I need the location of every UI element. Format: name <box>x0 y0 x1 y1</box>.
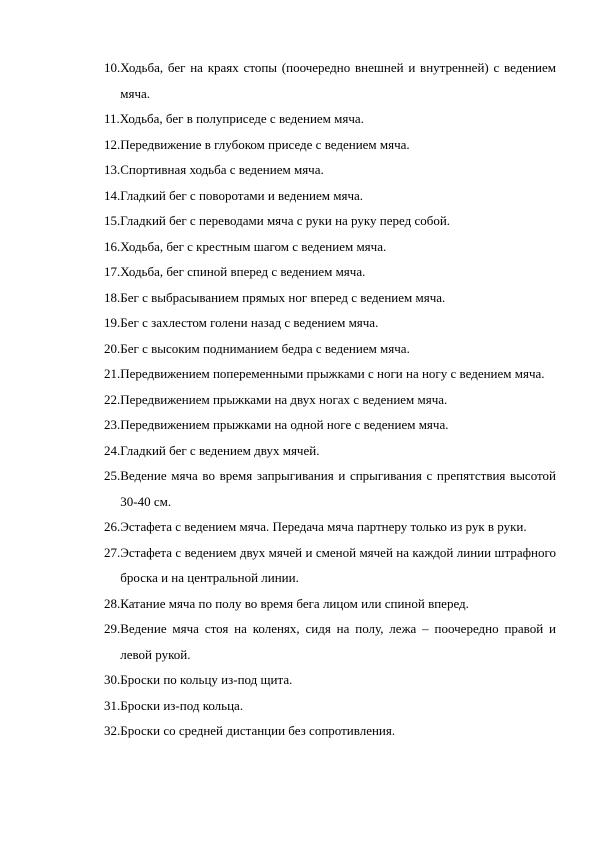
list-item <box>104 667 556 693</box>
item-number: 28. <box>104 595 121 611</box>
list-item <box>104 55 556 106</box>
item-text: Эстафета с ведением мяча. Передача мяча партнеру только из рук в руки. <box>120 519 527 534</box>
item-number: 21. <box>104 366 121 381</box>
list-item <box>104 412 556 438</box>
list-item <box>104 106 556 132</box>
list-item <box>104 208 556 234</box>
list-item <box>104 616 556 667</box>
item-text: Передвижением прыжками на двух ногах с ведением мяча. <box>120 391 448 407</box>
list-item <box>104 540 556 591</box>
item-text: Передвижением прыжками на одной ноге с ведением мяча. <box>120 417 449 432</box>
list-item <box>104 693 556 719</box>
item-text: Передвижение в глубоком приседе с ведением мяча. <box>120 136 410 152</box>
list-item <box>104 285 556 311</box>
item-number: 24. <box>104 442 121 458</box>
item-text: Бег с высоким подниманием бедра с ведением мяча. <box>120 340 410 356</box>
list-item <box>104 591 556 617</box>
item-number: 32. <box>104 723 121 738</box>
item-number: 22. <box>104 391 121 407</box>
list-item <box>104 234 556 260</box>
list-item <box>104 514 556 540</box>
item-text: Ходьба, бег с крестным шагом с ведением мяча. <box>120 238 387 254</box>
item-text: Катание мяча по полу во время бега лицом или спиной вперед. <box>120 595 469 611</box>
list-item <box>104 157 556 183</box>
list-item <box>104 463 556 514</box>
item-number: 15. <box>104 213 121 228</box>
item-number: 30. <box>104 672 121 687</box>
item-text: Эстафета с ведением двух мячей и сменой мячей на каждой линии штрафного броска и на центральной линии. <box>120 544 556 585</box>
item-number: 25. <box>104 468 121 483</box>
list-item <box>104 718 556 744</box>
item-number: 11. <box>104 111 120 126</box>
item-text: Броски по кольцу из-под щита. <box>120 672 293 687</box>
item-text: Ходьба, бег в полуприседе с ведением мяча. <box>119 111 364 126</box>
item-text: Передвижением попеременными прыжками с ноги на ногу с ведением мяча. <box>120 366 545 381</box>
item-number: 17. <box>104 264 121 279</box>
item-text: Гладкий бег с переводами мяча с руки на руку перед собой. <box>120 213 451 228</box>
list-item <box>104 387 556 413</box>
item-number: 29. <box>104 621 121 636</box>
item-text: Гладкий бег с поворотами и ведением мяча. <box>120 187 364 203</box>
list-item <box>104 438 556 464</box>
list-item <box>104 310 556 336</box>
item-number: 10. <box>104 60 121 75</box>
item-number: 16. <box>104 238 121 254</box>
item-number: 26. <box>104 519 121 534</box>
exercise-list <box>104 55 556 744</box>
item-number: 14. <box>104 187 121 203</box>
item-number: 13. <box>104 162 121 177</box>
item-text: Броски из-под кольца. <box>120 697 244 713</box>
item-text: Ведение мяча во время запрыгивания и спрыгивания с препятствия высотой 30-40 см. <box>120 468 556 509</box>
list-item <box>104 132 556 158</box>
item-number: 18. <box>104 289 121 305</box>
item-text: Ходьба, бег спиной вперед с ведением мяча. <box>120 264 366 279</box>
list-item <box>104 183 556 209</box>
item-number: 23. <box>104 417 121 432</box>
item-text: Броски со средней дистанции без сопротивления. <box>120 723 396 738</box>
item-number: 12. <box>104 136 121 152</box>
list-item <box>104 361 556 387</box>
item-text: Бег с захлестом голени назад с ведением мяча. <box>120 315 379 330</box>
item-number: 19. <box>104 315 121 330</box>
list-item <box>104 336 556 362</box>
item-number: 20. <box>104 340 121 356</box>
item-text: Гладкий бег с ведением двух мячей. <box>120 442 320 458</box>
item-text: Ходьба, бег на краях стопы (поочередно внешней и внутренней) с ведением мяча. <box>120 60 556 101</box>
list-item <box>104 259 556 285</box>
item-number: 27. <box>104 544 121 560</box>
item-text: Ведение мяча стоя на коленях, сидя на полу, лежа – поочередно правой и левой рукой. <box>120 621 556 662</box>
item-number: 31. <box>104 697 121 713</box>
item-text: Бег с выбрасыванием прямых ног вперед с ведением мяча. <box>120 289 446 305</box>
item-text: Спортивная ходьба с ведением мяча. <box>120 162 324 177</box>
